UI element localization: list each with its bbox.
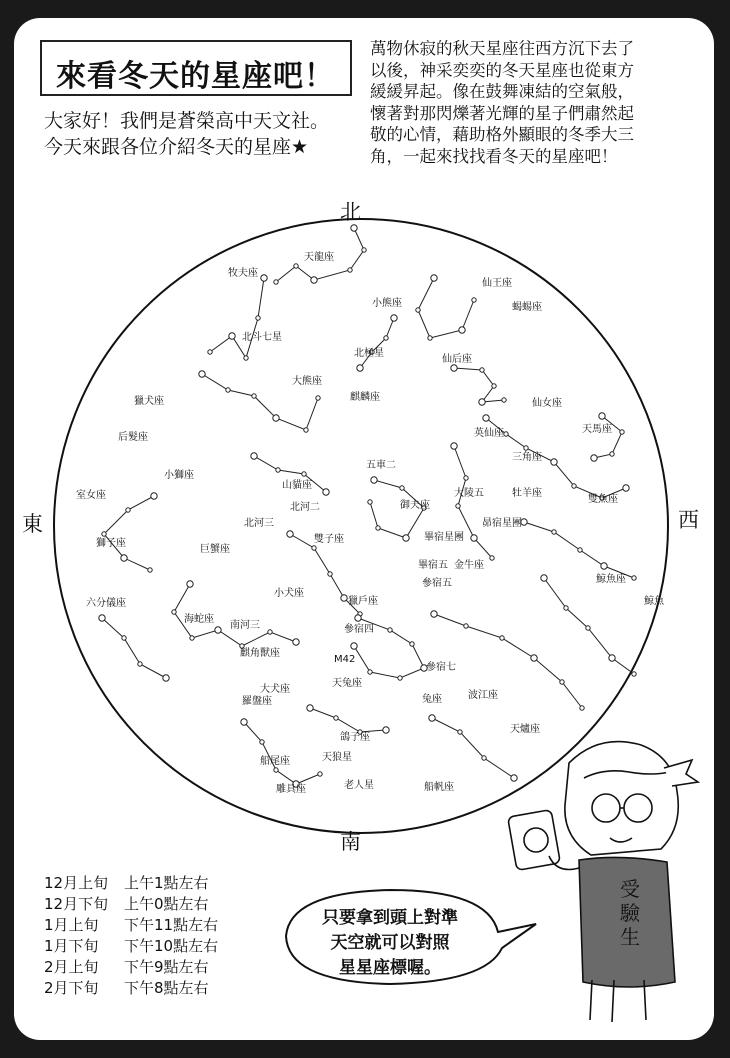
star (531, 655, 537, 661)
star (251, 453, 257, 459)
star (355, 615, 361, 621)
star (431, 275, 437, 281)
star (472, 298, 476, 302)
compass-south: 南 (340, 830, 361, 854)
constellation-label: 麒角獸座 (240, 648, 280, 659)
star (599, 413, 605, 419)
schedule-row (44, 978, 218, 999)
constellation-label: 羅盤座 (242, 696, 272, 707)
intro-line: 今天來跟各位介紹冬天的星座★ (44, 136, 309, 158)
constellation-label: 雕具座 (276, 784, 306, 795)
constellation-line (360, 318, 394, 368)
star (260, 740, 264, 744)
star (502, 398, 506, 402)
star (383, 727, 389, 733)
star (208, 350, 212, 354)
star (388, 628, 392, 632)
star (351, 225, 357, 231)
constellation-label: 獅子座 (96, 538, 126, 549)
star (384, 336, 388, 340)
schedule-date: 1月下旬 (44, 937, 99, 955)
intro-line: 大家好！我們是蒼榮高中天文社。 (44, 110, 330, 132)
constellation-label: 山貓座 (282, 480, 312, 491)
constellation-label: 船帆座 (424, 782, 454, 793)
constellation-label: 北河二 (290, 502, 320, 513)
star (572, 484, 576, 488)
star (610, 452, 614, 456)
constellation-label: 室女座 (76, 490, 106, 501)
constellation-line (594, 416, 622, 458)
star (126, 508, 130, 512)
star (148, 568, 152, 572)
star (99, 615, 105, 621)
schedule-row (44, 957, 218, 978)
star (458, 730, 462, 734)
star (504, 432, 508, 436)
star (524, 446, 528, 450)
constellation-line (418, 278, 474, 338)
constellation-label: 北斗七星 (242, 332, 282, 343)
star (368, 500, 372, 504)
constellation-label: 三角座 (512, 452, 542, 463)
star (376, 526, 380, 530)
constellation-label: 仙王座 (482, 278, 512, 289)
star (334, 716, 338, 720)
star (431, 611, 437, 617)
schedule-row (44, 915, 218, 936)
constellation-label: 麒麟座 (350, 392, 380, 403)
star (252, 394, 256, 398)
star (256, 316, 260, 320)
star (398, 676, 402, 680)
star (244, 356, 248, 360)
constellation-label: 小熊座 (372, 298, 402, 309)
constellation-label: 御夫座 (400, 500, 430, 511)
star (560, 680, 564, 684)
star (552, 530, 556, 534)
star (274, 280, 278, 284)
constellation-label: 鴿子座 (340, 732, 370, 743)
star (307, 705, 313, 711)
character-label-1: 受 (620, 877, 640, 901)
constellation-label: 巨蟹座 (200, 544, 230, 555)
constellation-label: 兔座 (422, 694, 442, 705)
compass-west: 西 (678, 508, 699, 532)
star (190, 636, 194, 640)
star (102, 532, 106, 536)
star (276, 468, 280, 472)
constellation-label: 南河三 (230, 620, 260, 631)
star (511, 775, 517, 781)
speech-line: 天空就可以對照 (330, 933, 450, 953)
star (541, 575, 547, 581)
schedule-date: 1月上旬 (44, 916, 99, 934)
glasses-right (624, 794, 652, 822)
constellation-label: 畢宿星團 (424, 532, 464, 543)
star (620, 430, 624, 434)
star (328, 572, 332, 576)
star (480, 368, 484, 372)
star (172, 610, 176, 614)
constellation-label: 仙女座 (532, 398, 562, 409)
star (273, 415, 279, 421)
star (371, 477, 377, 483)
star (580, 706, 584, 710)
star (199, 371, 205, 377)
star (357, 365, 363, 371)
constellation-label: 參宿五 (422, 578, 452, 589)
constellation-label: 鯨魚 (644, 596, 664, 607)
star (302, 472, 306, 476)
character-label-2: 驗 (620, 901, 640, 925)
star (492, 384, 496, 388)
constellation-label: 北河三 (244, 518, 274, 529)
manga-page (14, 18, 714, 1040)
star (632, 672, 636, 676)
character-label-3: 生 (620, 925, 640, 949)
description-line: 角，一起來找找看冬天的星座吧！ (370, 146, 618, 166)
description-line: 以後，神采奕奕的冬天星座也從東方 (370, 60, 634, 80)
star (351, 643, 357, 649)
schedule-date: 2月上旬 (44, 958, 99, 976)
star (391, 315, 397, 321)
star (138, 662, 142, 666)
star (294, 264, 298, 268)
star (451, 443, 457, 449)
constellation-label: 大犬座 (260, 684, 290, 695)
star (226, 388, 230, 392)
star (163, 675, 169, 681)
compass-north: 北 (340, 200, 361, 224)
description-line: 敬的心情，藉助格外顯眼的冬季大三 (370, 125, 634, 144)
constellation-line (310, 708, 386, 732)
speech-bubble-text (300, 906, 480, 981)
star (410, 642, 414, 646)
description-line: 懷著對那閃爍著光輝的星子們肅然起 (370, 103, 634, 123)
constellation-label: 北極星 (354, 348, 384, 359)
star (403, 535, 409, 541)
schedule-row (44, 936, 218, 957)
constellation-label: 牧夫座 (228, 268, 258, 279)
star (215, 627, 221, 633)
star (451, 365, 457, 371)
star (490, 556, 494, 560)
constellation-label: 天兔座 (332, 678, 362, 689)
star (578, 548, 582, 552)
star (464, 476, 468, 480)
star (316, 396, 320, 400)
star (623, 485, 629, 491)
schedule-row (44, 873, 218, 894)
star (362, 248, 366, 252)
constellation-line (244, 722, 320, 784)
viewing-schedule (44, 873, 218, 999)
page-title: 來看冬天的星座吧！ (56, 59, 335, 94)
star (287, 531, 293, 537)
constellation-label: 天馬座 (582, 424, 612, 435)
constellation-label: 參宿七 (426, 662, 456, 673)
star (318, 772, 322, 776)
constellation-label: 天龍座 (304, 252, 334, 263)
schedule-time: 下午9點左右 (124, 958, 209, 976)
constellation-label: 海蛇座 (184, 614, 214, 625)
star (274, 768, 278, 772)
constellation-label: 船尾座 (260, 756, 290, 767)
star (241, 719, 247, 725)
constellation-label: 獵戶座 (348, 596, 378, 607)
star (400, 486, 404, 490)
star (551, 459, 557, 465)
constellation-label: 鯨魚座 (596, 574, 626, 585)
star (229, 333, 235, 339)
constellation-label: 六分儀座 (86, 598, 126, 609)
constellation-label: M42 (334, 654, 356, 665)
star (500, 636, 504, 640)
star (591, 455, 597, 461)
glasses-left (592, 794, 620, 822)
star (632, 576, 636, 580)
schedule-time: 上午0點左右 (124, 895, 209, 913)
constellation-label: 金牛座 (454, 560, 484, 571)
constellation-line (434, 614, 582, 708)
schedule-date: 12月下旬 (44, 895, 109, 913)
star (121, 555, 127, 561)
description-line: 萬物休寂的秋天星座往西方沉下去了 (370, 39, 634, 58)
star (609, 655, 615, 661)
description-line: 緩緩昇起。像在鼓舞凍結的空氣般， (370, 82, 634, 101)
schedule-row (44, 894, 218, 915)
schedule-time: 下午10點左右 (124, 937, 219, 955)
star (261, 275, 267, 281)
constellation-label: 英仙座 (474, 428, 504, 439)
constellation-line (432, 718, 514, 778)
schedule-time: 下午8點左右 (124, 979, 209, 997)
constellation-label: 波江座 (468, 690, 498, 701)
compass-east: 東 (22, 512, 43, 536)
speech-line: 星星座標喔。 (339, 958, 441, 978)
schedule-date: 2月下旬 (44, 979, 99, 997)
star (304, 428, 308, 432)
constellation-label: 小獅座 (164, 470, 194, 481)
constellation-label: 小犬座 (274, 588, 304, 599)
star (311, 277, 317, 283)
constellation-label: 昴宿星團 (482, 518, 522, 529)
constellation-label: 蝎蜴座 (512, 302, 542, 313)
character-illustration (508, 742, 698, 1022)
star (601, 563, 607, 569)
star (429, 715, 435, 721)
constellation-label: 大陵五 (454, 488, 484, 499)
constellation-label: 雙子座 (314, 534, 344, 545)
star (293, 639, 299, 645)
constellation-label: 大熊座 (292, 376, 322, 387)
constellation-label: 天爐座 (510, 724, 540, 735)
star (122, 636, 126, 640)
star (341, 595, 347, 601)
star (151, 493, 157, 499)
constellation-label: 牡羊座 (512, 488, 542, 499)
star (428, 336, 432, 340)
schedule-date: 12月上旬 (44, 874, 109, 892)
star (416, 308, 420, 312)
star (479, 399, 485, 405)
constellation-label: 獵犬座 (134, 396, 164, 407)
star (471, 535, 477, 541)
constellation-label: 五車二 (366, 460, 396, 471)
constellation-line (102, 618, 166, 678)
star (368, 670, 372, 674)
star (586, 626, 590, 630)
star (483, 415, 489, 421)
character-head (565, 742, 678, 855)
star (459, 327, 465, 333)
constellation-label: 天狼星 (322, 752, 352, 763)
constellation-label: 老人星 (344, 780, 374, 791)
constellation-line (104, 496, 154, 570)
star (482, 756, 486, 760)
constellation-label: 仙后座 (442, 354, 472, 365)
schedule-time: 下午11點左右 (124, 916, 219, 934)
star (564, 606, 568, 610)
constellation-label: 畢宿五 (418, 560, 448, 571)
constellation-label: 參宿四 (344, 624, 374, 635)
constellation-label: 后髮座 (118, 432, 148, 443)
star (464, 624, 468, 628)
star (312, 546, 316, 550)
star (187, 581, 193, 587)
star (348, 268, 352, 272)
constellation-label: 雙魚座 (588, 494, 618, 505)
star (323, 489, 329, 495)
speech-line: 只要拿到頭上對準 (322, 908, 458, 928)
star (456, 504, 460, 508)
star (268, 630, 272, 634)
schedule-time: 上午1點左右 (124, 874, 209, 892)
